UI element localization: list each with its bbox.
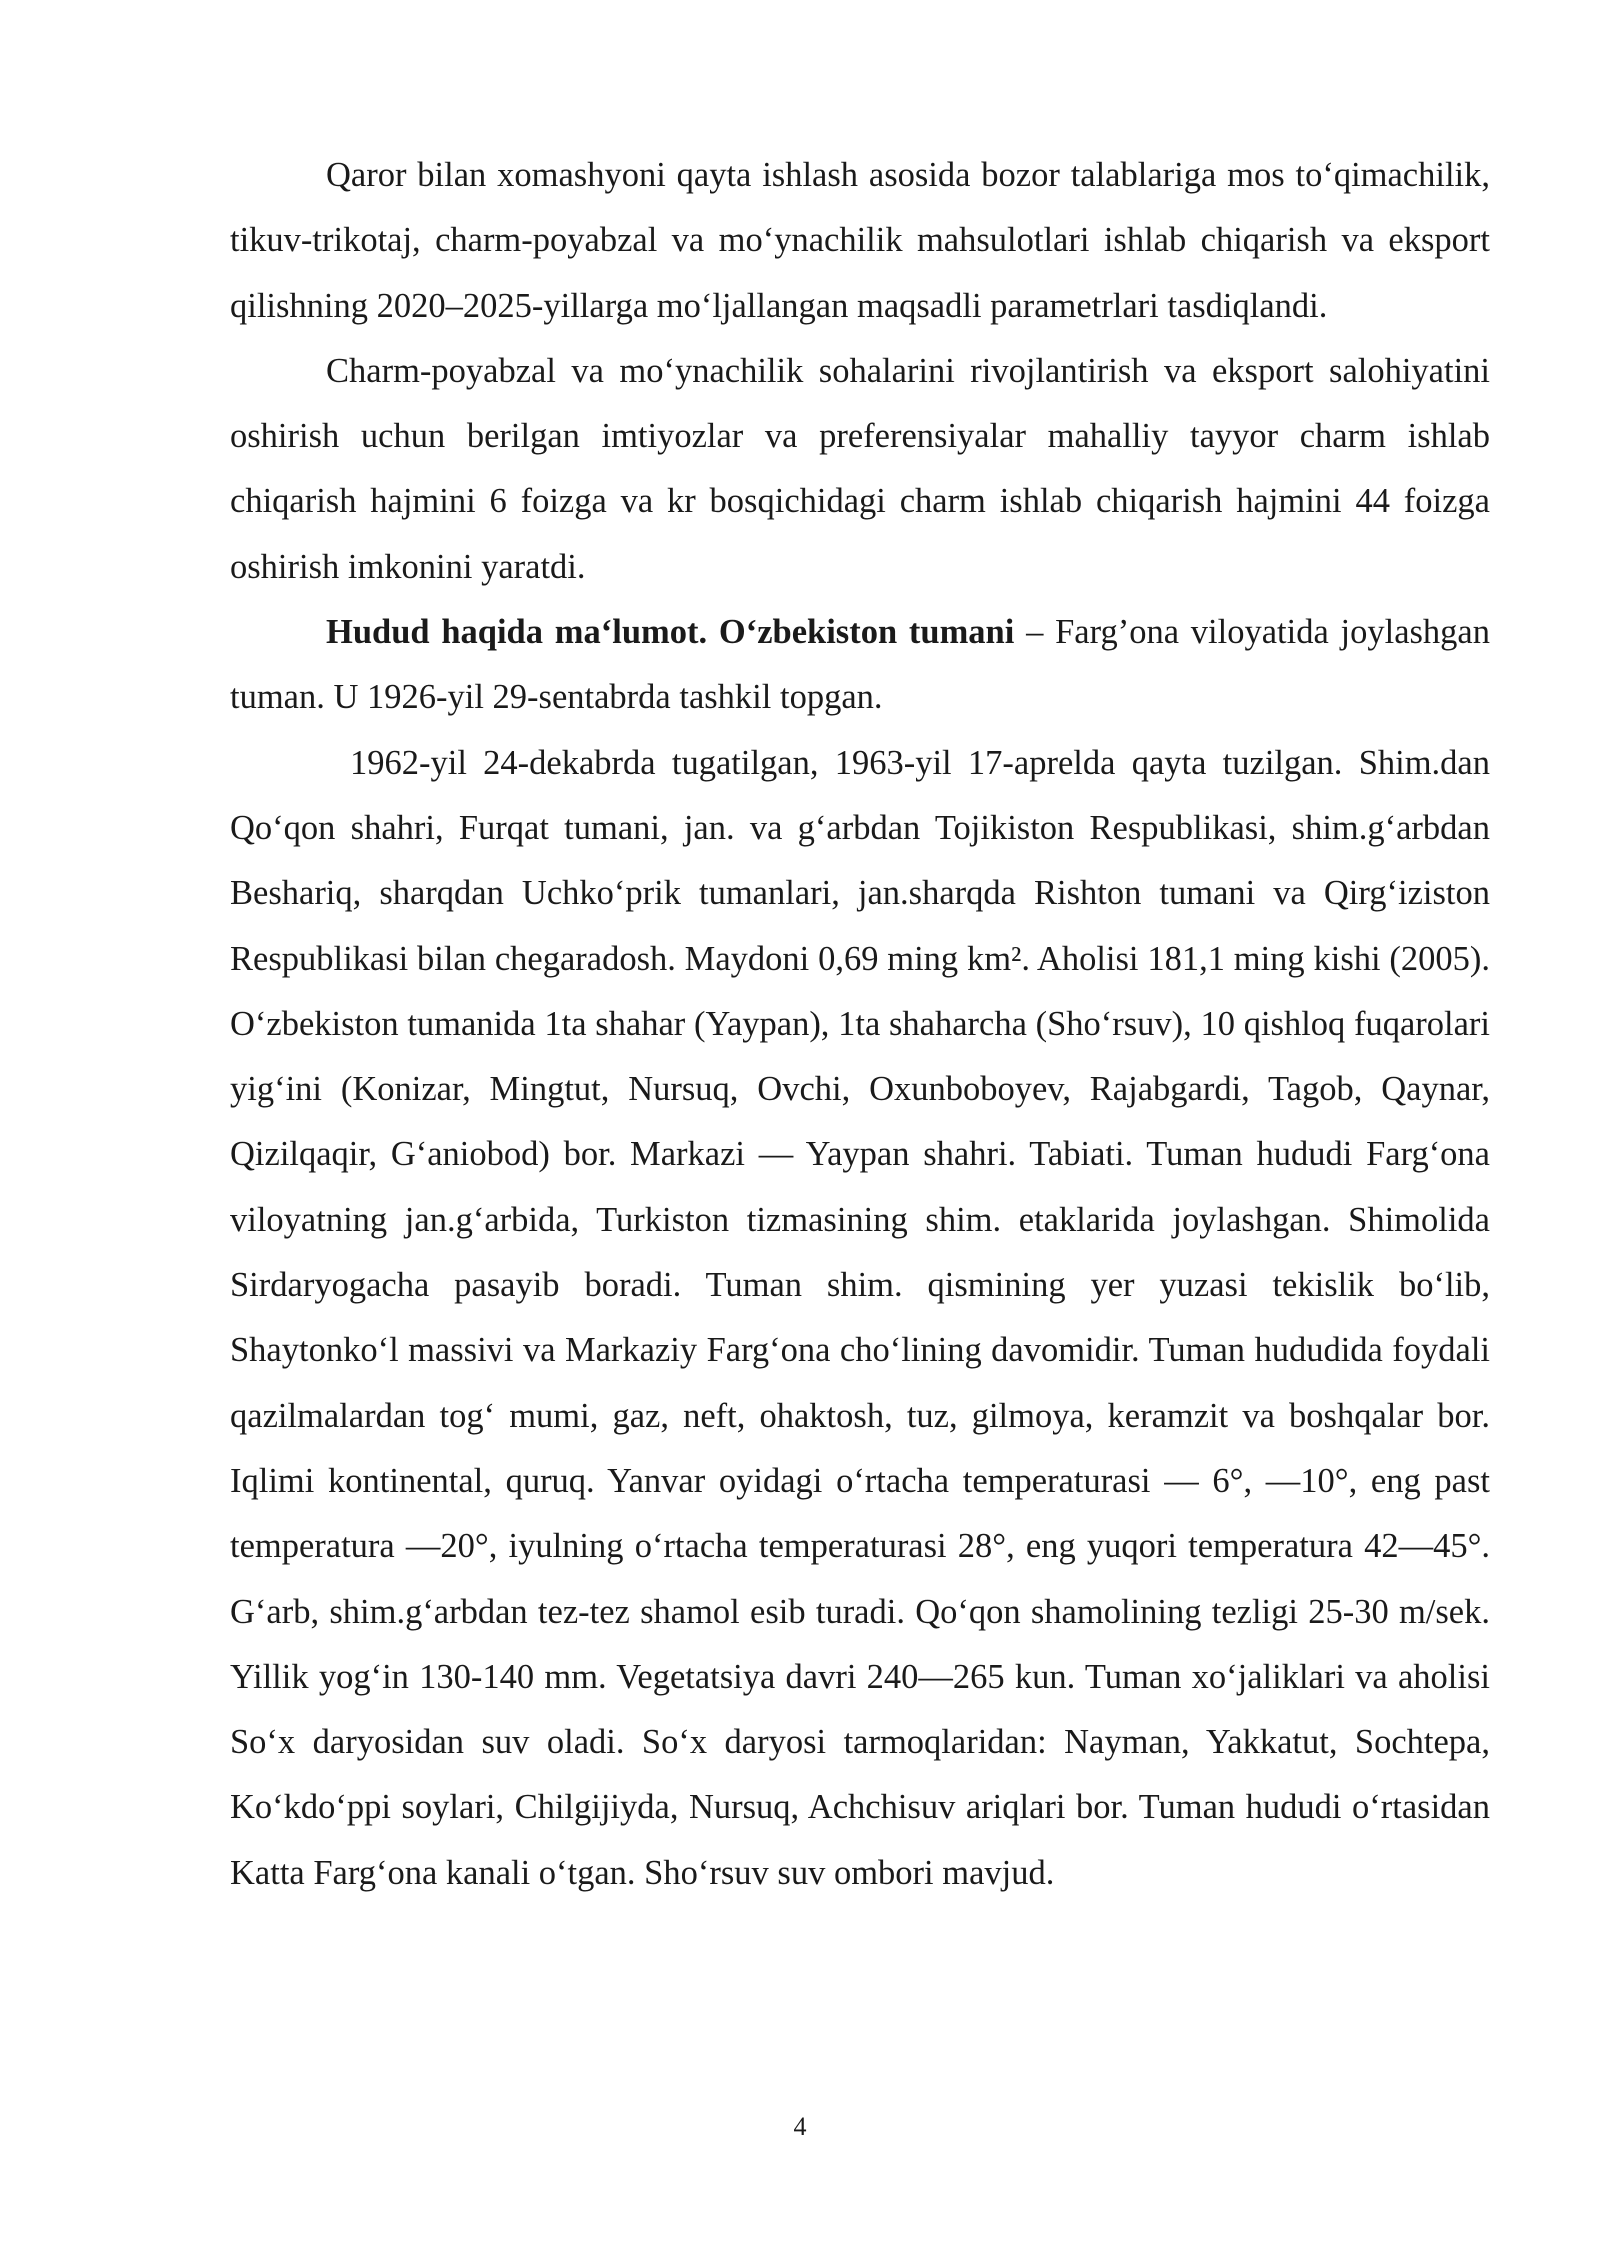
region-info-heading: Hudud haqida maʻlumot. Oʻzbekiston tumani [326,613,1015,652]
paragraph-leather-industry: Charm-poyabzal va moʻynachilik sohalarini rivojlantirish va eksport salohiyatini oshirish uchun berilgan imtiyozlar va preferensiyalar mahalliy tayyor charm ishlab chiqarish hajmini 6 foizga va kr bosqichidagi charm ishlab chiqarish hajmini 44 foizga oshirish imkonini yaratdi. [230,351,1490,586]
paragraph-region-info [230,600,1490,731]
paragraph-district-description: 1962-yil 24-dekabrda tugatilgan, 1963-yil 17-aprelda qayta tuzilgan. Shim.dan Qoʻqon shahri, Furqat tumani, jan. va gʻarbdan Tojikiston Respublikasi, shim.gʻarbdan Beshariq, sharqdan Uchkoʻprik tumanlari, jan.sharqda Rishton tumani va Qirgʻiziston Respublikasi bilan chegaradosh. Maydoni 0,69 ming km². Aholisi 181,1 ming kishi (2005). Oʻzbekiston tumanida 1ta shahar (Yaypan), 1ta shaharcha (Shoʻrsuv), 10 qishloq fuqarolari yigʻini (Konizar, Mingtut, Nursuq, Ovchi, Oxunboboyev, Rajabgardi, Tagob, Qaynar, Qizilqaqir, Gʻaniobod) bor. Markazi — Yaypan shahri. Tabiati. Tuman hududi Fargʻona viloyatning jan.gʻarbida, Turkiston tizmasining shim. etaklarida joylashgan. Shimolida Sirdaryogacha pasayib boradi. Tuman shim. qismining yer yuzasi tekislik boʻlib, Shaytonkoʻl massivi va Markaziy Fargʻona choʻlining davomidir. Tuman hududida foydali qazilmalardan togʻ mumi, gaz, neft, ohaktosh, tuz, gilmoya, keramzit va boshqalar bor. Iqlimi kontinental, quruq. Yanvar oyidagi oʻrtacha temperaturasi — 6°, —10°, eng past temperatura —20°, iyulning oʻrtacha temperaturasi 28°, eng yuqori temperatura 42—45°. Gʻarb, shim.gʻarbdan tez-tez shamol esib turadi. Qoʻqon shamolining tezligi 25-30 m/sek. Yillik yogʻin 130-140 mm. Vegetatsiya davri 240—265 kun. Tuman xoʻjaliklari va aholisi Soʻx daryosidan suv oladi. Soʻx daryosi tarmoqlaridan: Nayman, Yakkatut, Sochtepa, Koʻkdoʻppi soylari, Chilgijiyda, Nursuq, Achchisuv ariqlari bor. Tuman hududi oʻrtasidan Katta Fargʻona kanali oʻtgan. Shoʻrsuv suv ombori mavjud. [230,743,1490,1892]
region-info-text: – Farg’ona viloyatida joylashgan tuman. U 1926-yil 29-sentabrda tashkil topgan. [230,613,1490,717]
page-body [230,143,1490,1906]
page-number: 4 [793,2112,807,2141]
paragraph-decree-parameters: Qaror bilan xomashyoni qayta ishlash asosida bozor talablariga mos toʻqimachilik, tikuv-trikotaj, charm-poyabzal va moʻynachilik mahsulotlari ishlab chiqarish va eksport qilishning 2020–2025-yillarga moʻljallangan maqsadli parametrlari tasdiqlandi. [230,156,1490,325]
